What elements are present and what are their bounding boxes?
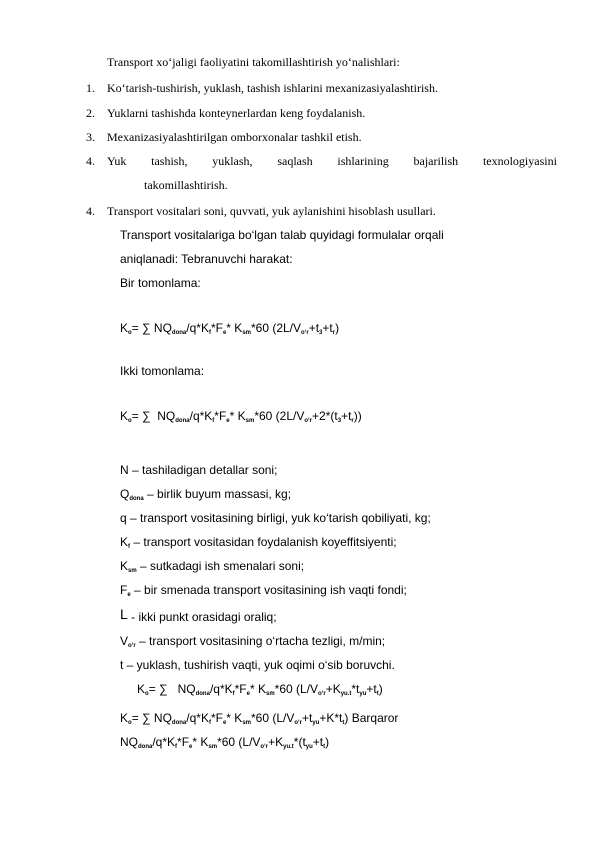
def-fe: $F_e$ – bir smenada transport vositasining ish vaqti fondi; xyxy=(120,583,407,598)
section-heading: Transport xo‘jaligi faoliyatini takomillashtirish yo‘nalishlari: xyxy=(107,55,400,69)
word: tashish, xyxy=(151,154,188,168)
list-number: 2. xyxy=(86,106,95,120)
def-q-item: $Q_{dona}$ – birlik buyum massasi, kg; xyxy=(120,487,292,502)
formula-growing: $K_o=$ ∑ $NQ_{dona}/q*K_f*F_e*$ $K_{sm}*60$ $(L/V_{o‘r}+K_{yu.t}*t_{yu}+t_t)$ xyxy=(137,682,383,697)
intro-line: aniqlanadi: Tebranuvchi harakat: xyxy=(120,252,293,266)
section-number: 4. xyxy=(86,204,95,218)
formula-one-way: $K_o=$ ∑ $NQ_{dona}/q*K_f*F_e*$ $K_{sm}*60$ $(2L/V_{o‘r}+t_3+t_r)$ xyxy=(120,321,340,336)
list-number: 3. xyxy=(86,130,95,144)
formula-stable: $K_o=$ ∑ $NQ_{dona}/q*K_f*F_e*$ $K_{sm}*60$ $(L/V_{o‘r}+t_{yu}+K*t_t)$ Barqaror xyxy=(120,711,399,726)
def-n: N – tashiladigan detallar soni; xyxy=(120,463,278,477)
def-v: $V_{o‘r}$ – transport vositasining o‘rtacha tezligi, m/min; xyxy=(120,634,386,649)
def-kf: $K_f$ – transport vositasidan foydalanish koyeffitsiyenti; xyxy=(120,535,397,550)
list-number: 1. xyxy=(86,81,95,95)
list-item-justified xyxy=(107,154,557,168)
def-ksm: $K_{sm}$ – sutkadagi ish smenalari soni; xyxy=(120,559,305,574)
intro-line: Transport vositalariga bo‘lgan talab quyidagi formulalar orqali xyxy=(120,228,444,242)
one-way-label: Bir tomonlama: xyxy=(120,276,201,290)
def-l: L - ikki punkt orasidagi oraliq; xyxy=(120,606,277,624)
word: bajarilish xyxy=(413,154,459,168)
list-item-continuation: takomillashtirish. xyxy=(144,178,228,192)
word: saqlash xyxy=(277,154,313,168)
list-number: 4. xyxy=(86,154,95,168)
word: yuklash, xyxy=(212,154,253,168)
list-item: Yuklarni tashishda konteynerlardan keng foydalanish. xyxy=(107,106,366,120)
formula-two-way: $K_o=$ ∑ $NQ_{dona}/q*K_f*F_e*$ $K_{sm}*60$ $(2L/V_{o‘r}+2*(t_3+t_r))$ xyxy=(120,409,362,424)
formula-final: $NQ_{dona}/q*K_f*F_e*$ $K_{sm}*60$ ($L/V_{o‘r}+K_{yu.t}*(t_{yu}+t_t)$ xyxy=(120,735,330,750)
section-title: Transport vositalari soni, quvvati, yuk aylanishini hisoblash usullari. xyxy=(107,204,436,218)
def-t: t – yuklash, tushirish vaqti, yuk oqimi o‘sib boruvchi. xyxy=(120,658,395,672)
def-q: q – transport vositasining birligi, yuk ko‘tarish qobiliyati, kg; xyxy=(120,511,431,525)
barqaror-label: Barqaror xyxy=(351,711,399,725)
two-way-label: Ikki tomonlama: xyxy=(120,364,205,378)
list-item: Ko‘tarish-tushirish, yuklash, tashish ishlarini mexanizasiyalashtirish. xyxy=(107,81,438,95)
word: ishlarining xyxy=(337,154,389,168)
word: texnologiyasini xyxy=(482,154,557,168)
list-item: Mexanizasiyalashtirilgan omborxonalar tashkil etish. xyxy=(107,130,362,144)
word: Yuk xyxy=(107,154,127,168)
